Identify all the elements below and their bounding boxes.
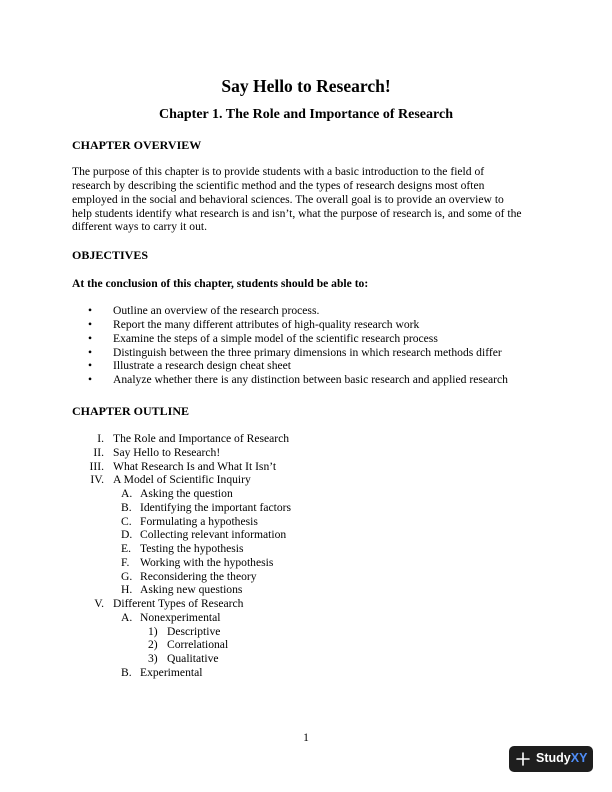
bullet-icon: • — [88, 331, 93, 345]
overview-line: help students identify what research is and isn’t, what the purpose of research is, and some of the — [72, 206, 522, 220]
overview-line: research by describing the scientific method and the types of research designs most often — [72, 178, 485, 192]
list-item: • Report the many different attributes of high-quality research work — [88, 317, 420, 331]
list-item: • Analyze whether there is any distinction between basic research and applied research — [88, 373, 508, 387]
objectives-list — [88, 304, 508, 387]
outline-heading: CHAPTER OUTLINE — [72, 404, 190, 418]
watermark-label: StudyXY — [536, 751, 588, 765]
document-title: Say Hello to Research! — [221, 76, 391, 96]
document-page: Say Hello to Research! Chapter 1. The Role and Importance of Research CHAPTER OVERVIEW The purpose of this chapter is to provide students with a basic introduction to the field of research by describing the scientific method and the types of research designs most often employed in the social and behavioral sciences. The overall goal is to provide an overview to help students identify what research is and isn’t, what the purpose of research is, and some of the different ways to carry it out. OBJECTIVES At the conclusion of this chapter, students should be able to: • Outline an overview of the research process. • Report the many different attributes of high-quality research work • Examine the steps of a simple model of the scientific research process • Distinguish between the three primary dimensions in which research methods differ • Illustrate a research design cheat sheet • Analyze whether there is any distinction between basic research and applied research CHAPTER OUTLINE I. The Role and Importance of Research II. Say Hello to Research! III. What Research Is and What It Isn’t IV. A Model of Scientific Inquiry A. Asking the question B. Identifying the important factors C. Formulating a hypothesis D. Collecting relevant information E. Testing the hypothesis F. Working with the hypothesis G. Reconsidering the theory H. Asking new questions V. Different Types of Research A. Nonexperimental 1) Descriptive 2) Correlational 3) Qualitative B. Experimental 1 StudyXY — [0, 0, 612, 792]
objectives-lead: At the conclusion of this chapter, students should be able to: — [72, 277, 369, 290]
list-item: • Examine the steps of a simple model of the scientific research process — [88, 331, 438, 345]
overview-heading: CHAPTER OVERVIEW — [72, 138, 202, 152]
bullet-icon: • — [88, 345, 93, 359]
list-item: • Illustrate a research design cheat sheet — [88, 359, 292, 373]
objectives-heading: OBJECTIVES — [72, 248, 149, 262]
bullet-icon: • — [88, 304, 93, 317]
overview-line: The purpose of this chapter is to provide students with a basic introduction to the field of — [72, 165, 485, 178]
bullet-icon: • — [88, 373, 93, 387]
list-item: • Outline an overview of the research process. — [88, 304, 320, 317]
plus-icon — [516, 752, 530, 766]
chapter-title: Chapter 1. The Role and Importance of Research — [159, 107, 453, 122]
bullet-icon: • — [88, 359, 93, 373]
page-number: 1 — [303, 731, 309, 744]
list-item: • Distinguish between the three primary dimensions in which research methods differ — [88, 345, 502, 359]
studyxy-watermark[interactable] — [509, 746, 593, 772]
overview-line: different ways to carry it out. — [72, 220, 208, 234]
bullet-icon: • — [88, 317, 93, 331]
overview-paragraph — [72, 165, 542, 234]
overview-line: employed in the social and behavioral sciences. The overall goal is to provide an overview to — [72, 192, 504, 206]
